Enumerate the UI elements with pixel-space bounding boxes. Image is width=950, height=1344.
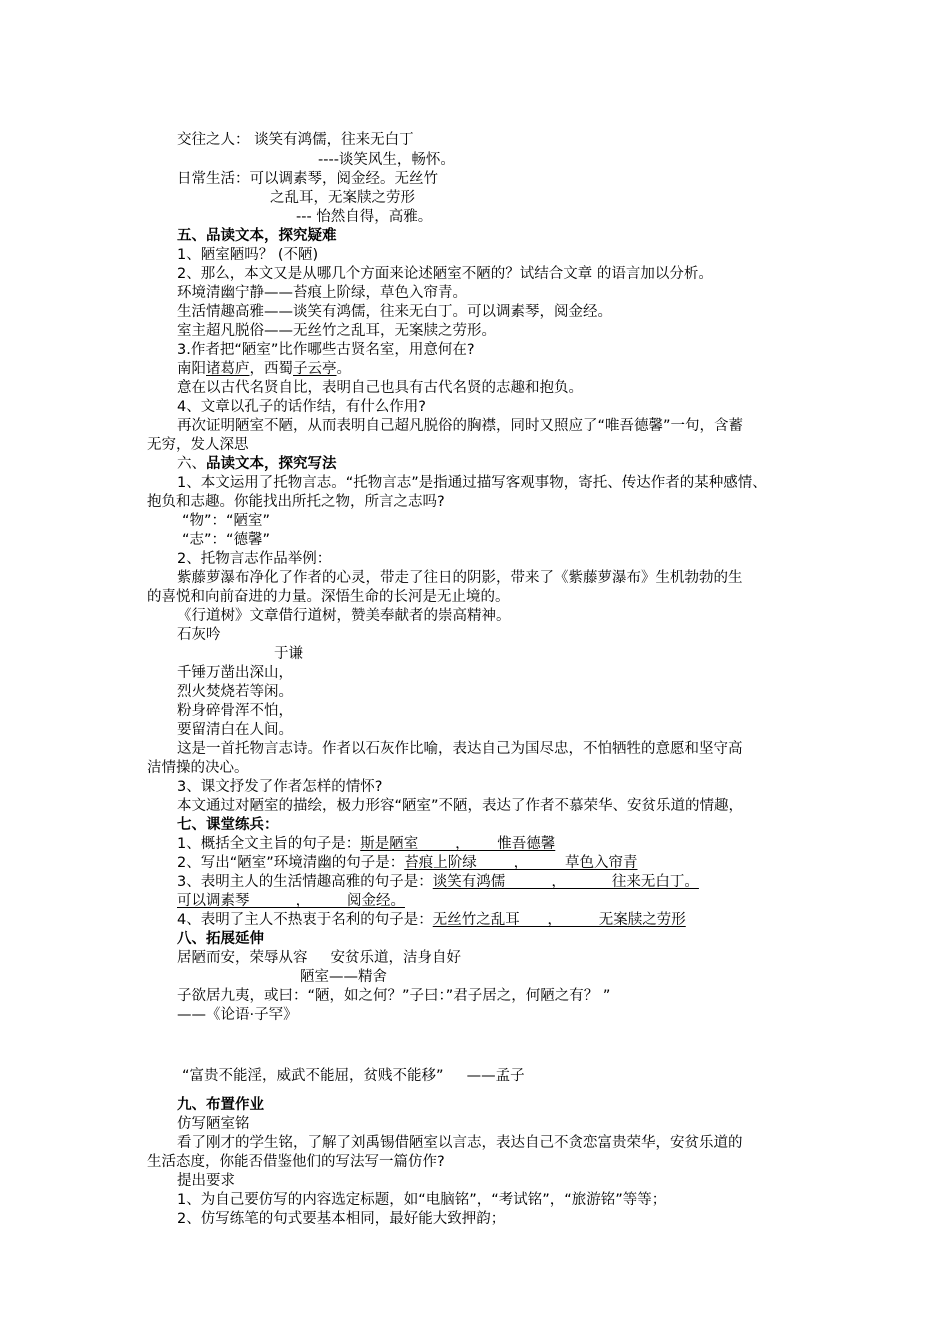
line-yiran: --- 怡然自得，高雅。 <box>296 209 433 225</box>
example-zitengluo: 紫藤萝瀑布净化了作者的心灵，带走了往日的阴影，带来了《紫藤萝瀑布》生机勃勃的生 <box>177 570 743 586</box>
homework-intro-cont: 生活态度，你能否借鉴他们的写法写一篇仿作? <box>147 1154 445 1170</box>
example-zitengluo-cont: 的喜悦和向前奋进的力量。深悟生命的长河是无止境的。 <box>147 589 510 605</box>
line-jiaowang: 交往之人： 谈笑有鸿儒，往来无白丁 <box>177 132 414 148</box>
example-xingdaoshu: 《行道树》文章借行道树，赞美奉献者的崇高精神。 <box>177 608 511 624</box>
poem-comment-cont: 洁情操的决心。 <box>147 760 249 776</box>
exercise-3-prompt: 3、表明主人的生活情趣高雅的句子是： <box>177 874 433 890</box>
answer-4-cont: 无穷，发人深思 <box>147 437 249 453</box>
writing-q1: 1、本文运用了托物言志。“托物言志”是指通过描写客观事物，寄托、传达作者的某种感情、 <box>177 475 767 491</box>
line-luan-er: 之乱耳，无案牍之劳形 <box>270 190 415 206</box>
answer-environment: 环境清幽宁静——苔痕上阶绿，草色入帘青。 <box>177 285 467 301</box>
answer-3-zhuge: 诸葛庐 <box>206 361 250 377</box>
section-heading-9: 九、布置作业 <box>177 1097 264 1113</box>
section-heading-8: 八、拓展延伸 <box>177 931 264 947</box>
extension-jingshe: 陋室——精舍 <box>300 969 387 985</box>
exercise-1-prompt: 1、概括全文主旨的句子是： <box>177 836 361 852</box>
section-6-title: 品读文本，探究写法 <box>206 456 337 472</box>
question-1: 1、陋室陋吗？ (不陋) <box>177 247 319 263</box>
homework-title: 仿写陋室铭 <box>177 1116 250 1132</box>
section-6-number: 六、 <box>177 456 206 472</box>
question-3: 3.作者把“陋室”比作哪些古贤名室，用意何在? <box>177 342 475 358</box>
writing-q3: 3、课文抒发了作者怎样的情怀? <box>177 779 383 795</box>
exercise-3 <box>177 873 699 892</box>
answer-3 <box>177 360 351 379</box>
answer-life: 生活情趣高雅——谈笑有鸿儒，往来无白丁。可以调素琴，阅金经。 <box>177 304 612 320</box>
question-4: 4、文章以孔子的话作结，有什么作用? <box>177 399 426 415</box>
exercise-4-prompt: 4、表明了主人不热衷于名利的句子是： <box>177 912 433 928</box>
poem-line-3: 粉身碎骨浑不怕， <box>177 703 293 719</box>
exercise-3-answer-cont: 可以调素琴 ， 阅金经。 <box>177 893 405 909</box>
homework-intro: 看了刚才的学生铭，了解了刘禹锡借陋室以言志，表达自己不贪恋富贵荣华，安贫乐道的 <box>177 1135 743 1151</box>
answer-3-part: 。 <box>336 361 351 377</box>
question-2: 2、那么，本文又是从哪几个方面来论述陋室不陋的？试结合文章 的语言加以分析。 <box>177 266 713 282</box>
poem-comment: 这是一首托物言志诗。作者以石灰作比喻，表达自己为国尽忠，不怕牺牲的意愿和坚守高 <box>177 741 743 757</box>
writing-q1-cont: 抱负和志趣。你能找出所托之物，所言之志吗? <box>147 494 445 510</box>
line-richang: 日常生活：可以调素琴，阅金经。无丝竹 <box>177 171 438 187</box>
answer-3-meaning: 意在以古代名贤自比，表明自己也具有古代名贤的志趣和抱负。 <box>177 380 583 396</box>
poem-author: 于谦 <box>274 646 303 662</box>
answer-host: 室主超凡脱俗——无丝竹之乱耳，无案牍之劳形。 <box>177 323 496 339</box>
exercise-3-answer: 谈笑有鸿儒 ， 往来无白丁。 <box>432 874 699 890</box>
extension-lunyu-source: ——《论语·子罕》 <box>177 1007 298 1023</box>
homework-req-1: 1、为自己要仿写的内容选定标题，如“电脑铭”，“考试铭”，“旅游铭”等等； <box>177 1192 667 1208</box>
poem-line-4: 要留清白在人间。 <box>177 722 293 738</box>
section-heading-6 <box>177 455 337 474</box>
poem-line-2: 烈火焚烧若等闲。 <box>177 684 293 700</box>
extension-mengzi-quote: “富贵不能淫，威武不能屈，贫贱不能移” ——孟子 <box>182 1068 525 1084</box>
exercise-2-prompt: 2、写出“陋室”环境清幽的句子是： <box>177 855 405 871</box>
poem-title: 石灰吟 <box>177 627 221 643</box>
exercise-4 <box>177 911 686 930</box>
answer-3-part: 南阳 <box>177 361 206 377</box>
extension-lunyu-quote: 子欲居九夷，或曰：“陋，如之何？”子曰：”君子居之，何陋之有？ ” <box>177 988 611 1004</box>
extension-phrases: 居陋而安，荣辱从容 安贫乐道，洁身自好 <box>177 950 462 966</box>
writing-q3-answer: 本文通过对陋室的描绘，极力形容“陋室”不陋，表达了作者不慕荣华、安贫乐道的情趣， <box>177 798 744 814</box>
homework-requirements: 提出要求 <box>177 1173 235 1189</box>
answer-4: 再次证明陋室不陋，从而表明自己超凡脱俗的胸襟，同时又照应了“唯吾德馨”一句，含蓄 <box>177 418 744 434</box>
zhi-line: “志”：“德馨” <box>182 532 271 548</box>
section-heading-7: 七、课堂练兵： <box>177 817 279 833</box>
answer-3-part: ，西蜀 <box>249 361 293 377</box>
exercise-1-answer: 斯是陋室 ， 惟吾德馨 <box>360 836 556 852</box>
section-heading-5: 五、品读文本，探究疑难 <box>177 228 337 244</box>
writing-q2: 2、托物言志作品举例： <box>177 551 332 567</box>
exercise-4-answer: 无丝竹之乱耳 ， 无案牍之劳形 <box>432 912 686 928</box>
answer-3-ziyun: 子云亭 <box>293 361 337 377</box>
poem-line-1: 千锤万凿出深山， <box>177 665 293 681</box>
line-tanxiao-fengsheng: ----谈笑风生，畅怀。 <box>318 152 455 168</box>
homework-req-2: 2、仿写练笔的句式要基本相同，最好能大致押韵； <box>177 1211 506 1227</box>
exercise-2-answer: 苔痕上阶绿 ， 草色入帘青 <box>404 855 638 871</box>
exercise-1 <box>177 835 555 854</box>
exercise-2 <box>177 854 638 873</box>
wu-line: “物”：“陋室” <box>182 513 271 529</box>
